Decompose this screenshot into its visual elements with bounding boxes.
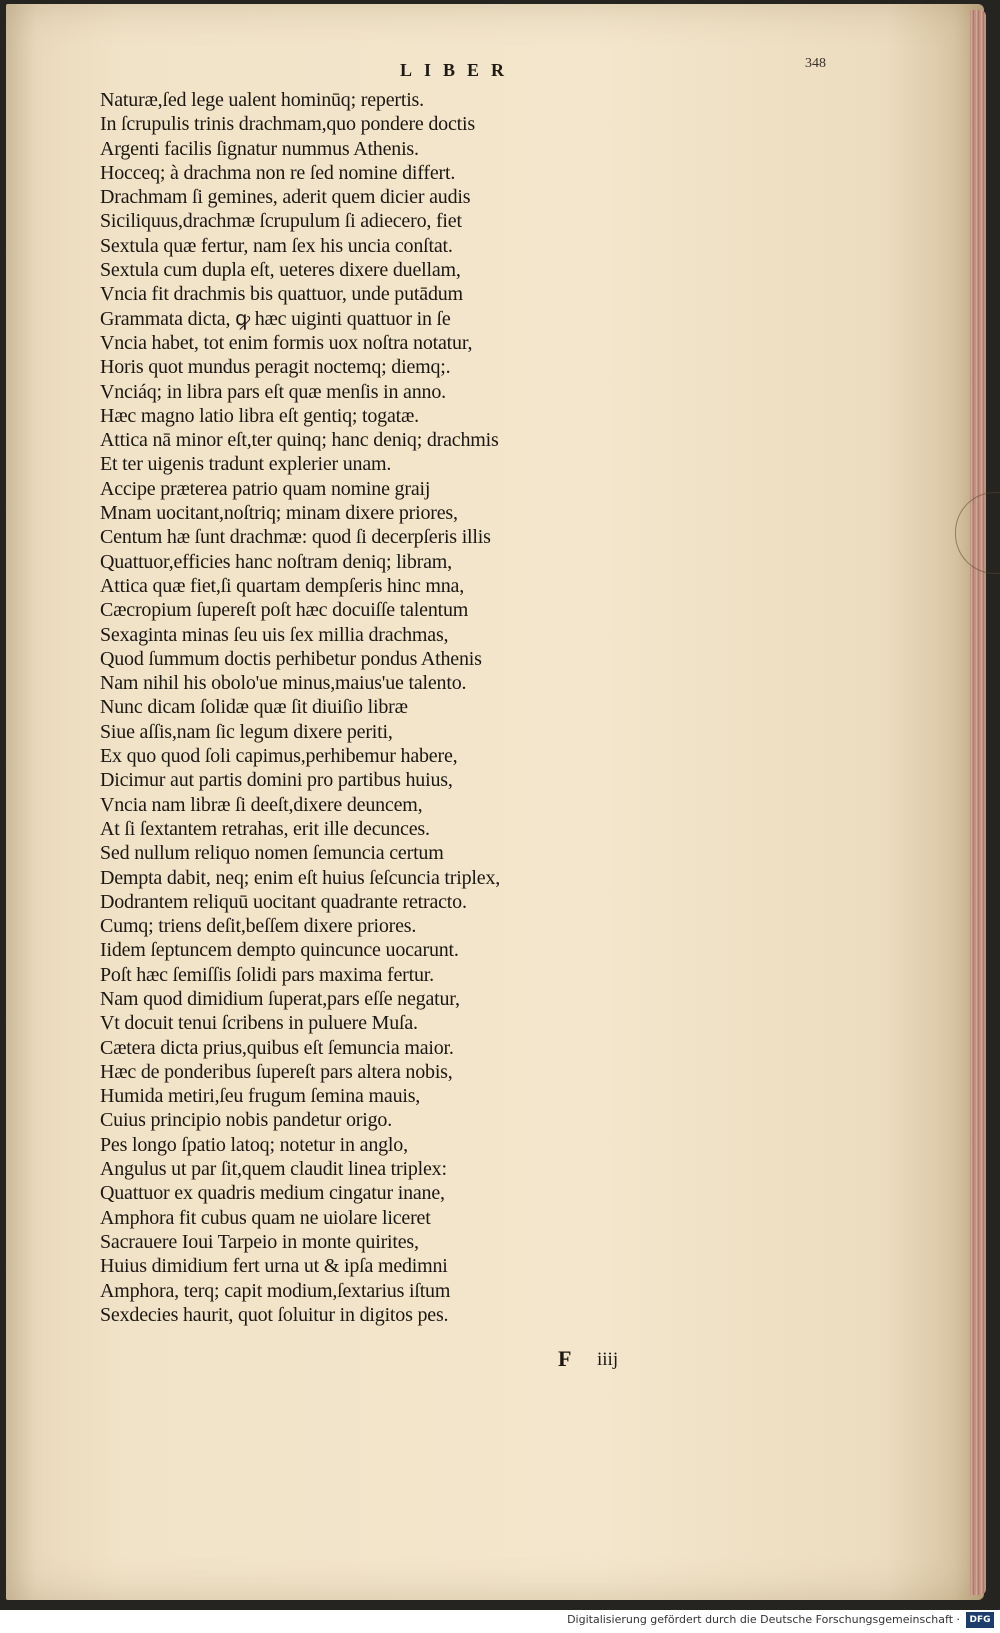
text-line: Quattuor,efficies hanc noſtram deniq; libram, (100, 550, 452, 573)
text-line: Sed nullum reliquo nomen ſemuncia certum (100, 842, 444, 865)
page-edge-red (970, 10, 986, 1595)
text-line: Sextula quæ fertur, nam ſex his uncia conſtat. (100, 234, 453, 257)
signature-letter: F (558, 1346, 572, 1371)
verse-text-block (100, 88, 580, 1327)
text-line: Cæcropium ſupereſt poſt hæc docuiſſe talentum (100, 599, 469, 622)
text-line: Huius dimidium fert urna ut & ipſa medimni (100, 1255, 448, 1278)
text-line: Mnam uocitant,noſtriq; minam dixere priores, (100, 502, 458, 525)
text-line: Amphora fit cubus quam ne uiolare liceret (100, 1206, 431, 1229)
text-line: Nam quod dimidium ſuperat,pars eſſe negatur, (100, 987, 460, 1010)
text-line: Nam nihil his obolo'ue minus,maius'ue talento. (100, 672, 467, 695)
text-line: Centum hæ ſunt drachmæ: quod ſi decerpſeris illis (100, 526, 491, 549)
text-line: Siciliquus,drachmæ ſcrupulum ſi adiecero, fiet (100, 210, 462, 233)
text-line: Quattuor ex quadris medium cingatur inane, (100, 1182, 445, 1205)
digitization-footer (0, 1610, 1000, 1633)
text-line: Vnciáq; in libra pars eſt quæ menſis in anno. (100, 380, 446, 403)
text-line: Pes longo ſpatio latoq; notetur in anglo, (100, 1133, 408, 1156)
text-line: Attica nā minor eſt,ter quinq; hanc deniq; drachmis (100, 429, 499, 452)
text-line: Attica quæ fiet,ſi quartam dempſeris hinc mna, (100, 574, 465, 597)
running-head: LIBER (400, 60, 517, 80)
footer-credit: Digitalisierung gefördert durch die Deutsche Forschungsgemeinschaft · (567, 1613, 960, 1626)
signature-number: iiij (597, 1349, 619, 1370)
text-line: Sextula cum dupla eſt, ueteres dixere duellam, (100, 259, 461, 282)
text-line: Horis quot mundus peragit noctemq; diemq;. (100, 356, 451, 379)
text-line: In ſcrupulis trinis drachmam,quo pondere doctis (100, 113, 475, 136)
text-line: Sexaginta minas ſeu uis ſex millia drachmas, (100, 623, 449, 646)
text-line: Sexdecies haurit, quot ſoluitur in digitos pes. (100, 1303, 449, 1326)
text-line: Nunc dicam ſolidæ quæ ſit diuiſio libræ (100, 696, 408, 719)
text-line: Poſt hæc ſemiſſis ſolidi pars maxima fertur. (100, 963, 434, 986)
text-line: Cumq; triens deſit,beſſem dixere priores. (100, 915, 417, 938)
text-line: Quod ſummum doctis perhibetur pondus Athenis (100, 647, 482, 670)
text-line: Argenti facilis ſignatur nummus Athenis. (100, 137, 419, 160)
text-line: Hæc magno latio libra eſt gentiq; togatæ. (100, 404, 419, 427)
text-line: Et ter uigenis tradunt explerier unam. (100, 453, 392, 476)
text-line: Cætera dicta prius,quibus eſt ſemuncia maior. (100, 1036, 454, 1059)
text-line: Amphora, terq; capit modium,ſextarius iſtum (100, 1279, 451, 1302)
text-line: Accipe præterea patrio quam nomine graij (100, 477, 431, 500)
text-line: Dicimur aut partis domini pro partibus huius, (100, 769, 453, 792)
folio-number: 348 (805, 56, 826, 71)
text-line: Vncia nam libræ ſi deeſt,dixere deuncem, (100, 793, 423, 816)
text-line: Dempta dabit, neq; enim eſt huius ſeſcuncia triplex, (100, 866, 501, 889)
text-line: Naturæ,ſed lege ualent hominūq; repertis. (100, 89, 424, 111)
text-line: Hæc de ponderibus ſupereſt pars altera nobis, (100, 1060, 453, 1083)
text-line: Sacrauere Ioui Tarpeio in monte quirites, (100, 1230, 419, 1253)
text-line: Vncia habet, tot enim formis uox noſtra notatur, (100, 331, 473, 354)
text-line: Cuius principio nobis pandetur origo. (100, 1109, 393, 1132)
text-line: Siue aſſis,nam ſic legum dixere periti, (100, 720, 393, 743)
text-line: Humida metiri,ſeu frugum ſemina mauis, (100, 1085, 421, 1108)
dfg-logo: DFG (966, 1612, 994, 1628)
text-line: Hocceq; à drachma non re ſed nomine differt. (100, 161, 456, 184)
text-line: Grammata dicta, ꝙ hæc uiginti quattuor in ſe (100, 307, 451, 330)
text-line: At ſi ſextantem retrahas, erit ille decunces. (100, 817, 430, 840)
text-line: Dodrantem reliquū uocitant quadrante retracto. (100, 890, 467, 913)
text-line: Vncia fit drachmis bis quattuor, unde putādum (100, 283, 463, 306)
text-line: Iidem ſeptuncem dempto quincunce uocarunt. (100, 939, 459, 962)
text-line: Angulus ut par ſit,quem claudit linea triplex: (100, 1158, 447, 1181)
text-line: Drachmam ſi gemines, aderit quem dicier audis (100, 186, 471, 209)
text-line: Vt docuit tenui ſcribens in puluere Muſa. (100, 1012, 418, 1035)
text-line: Ex quo quod ſoli capimus,perhibemur habere, (100, 745, 458, 768)
